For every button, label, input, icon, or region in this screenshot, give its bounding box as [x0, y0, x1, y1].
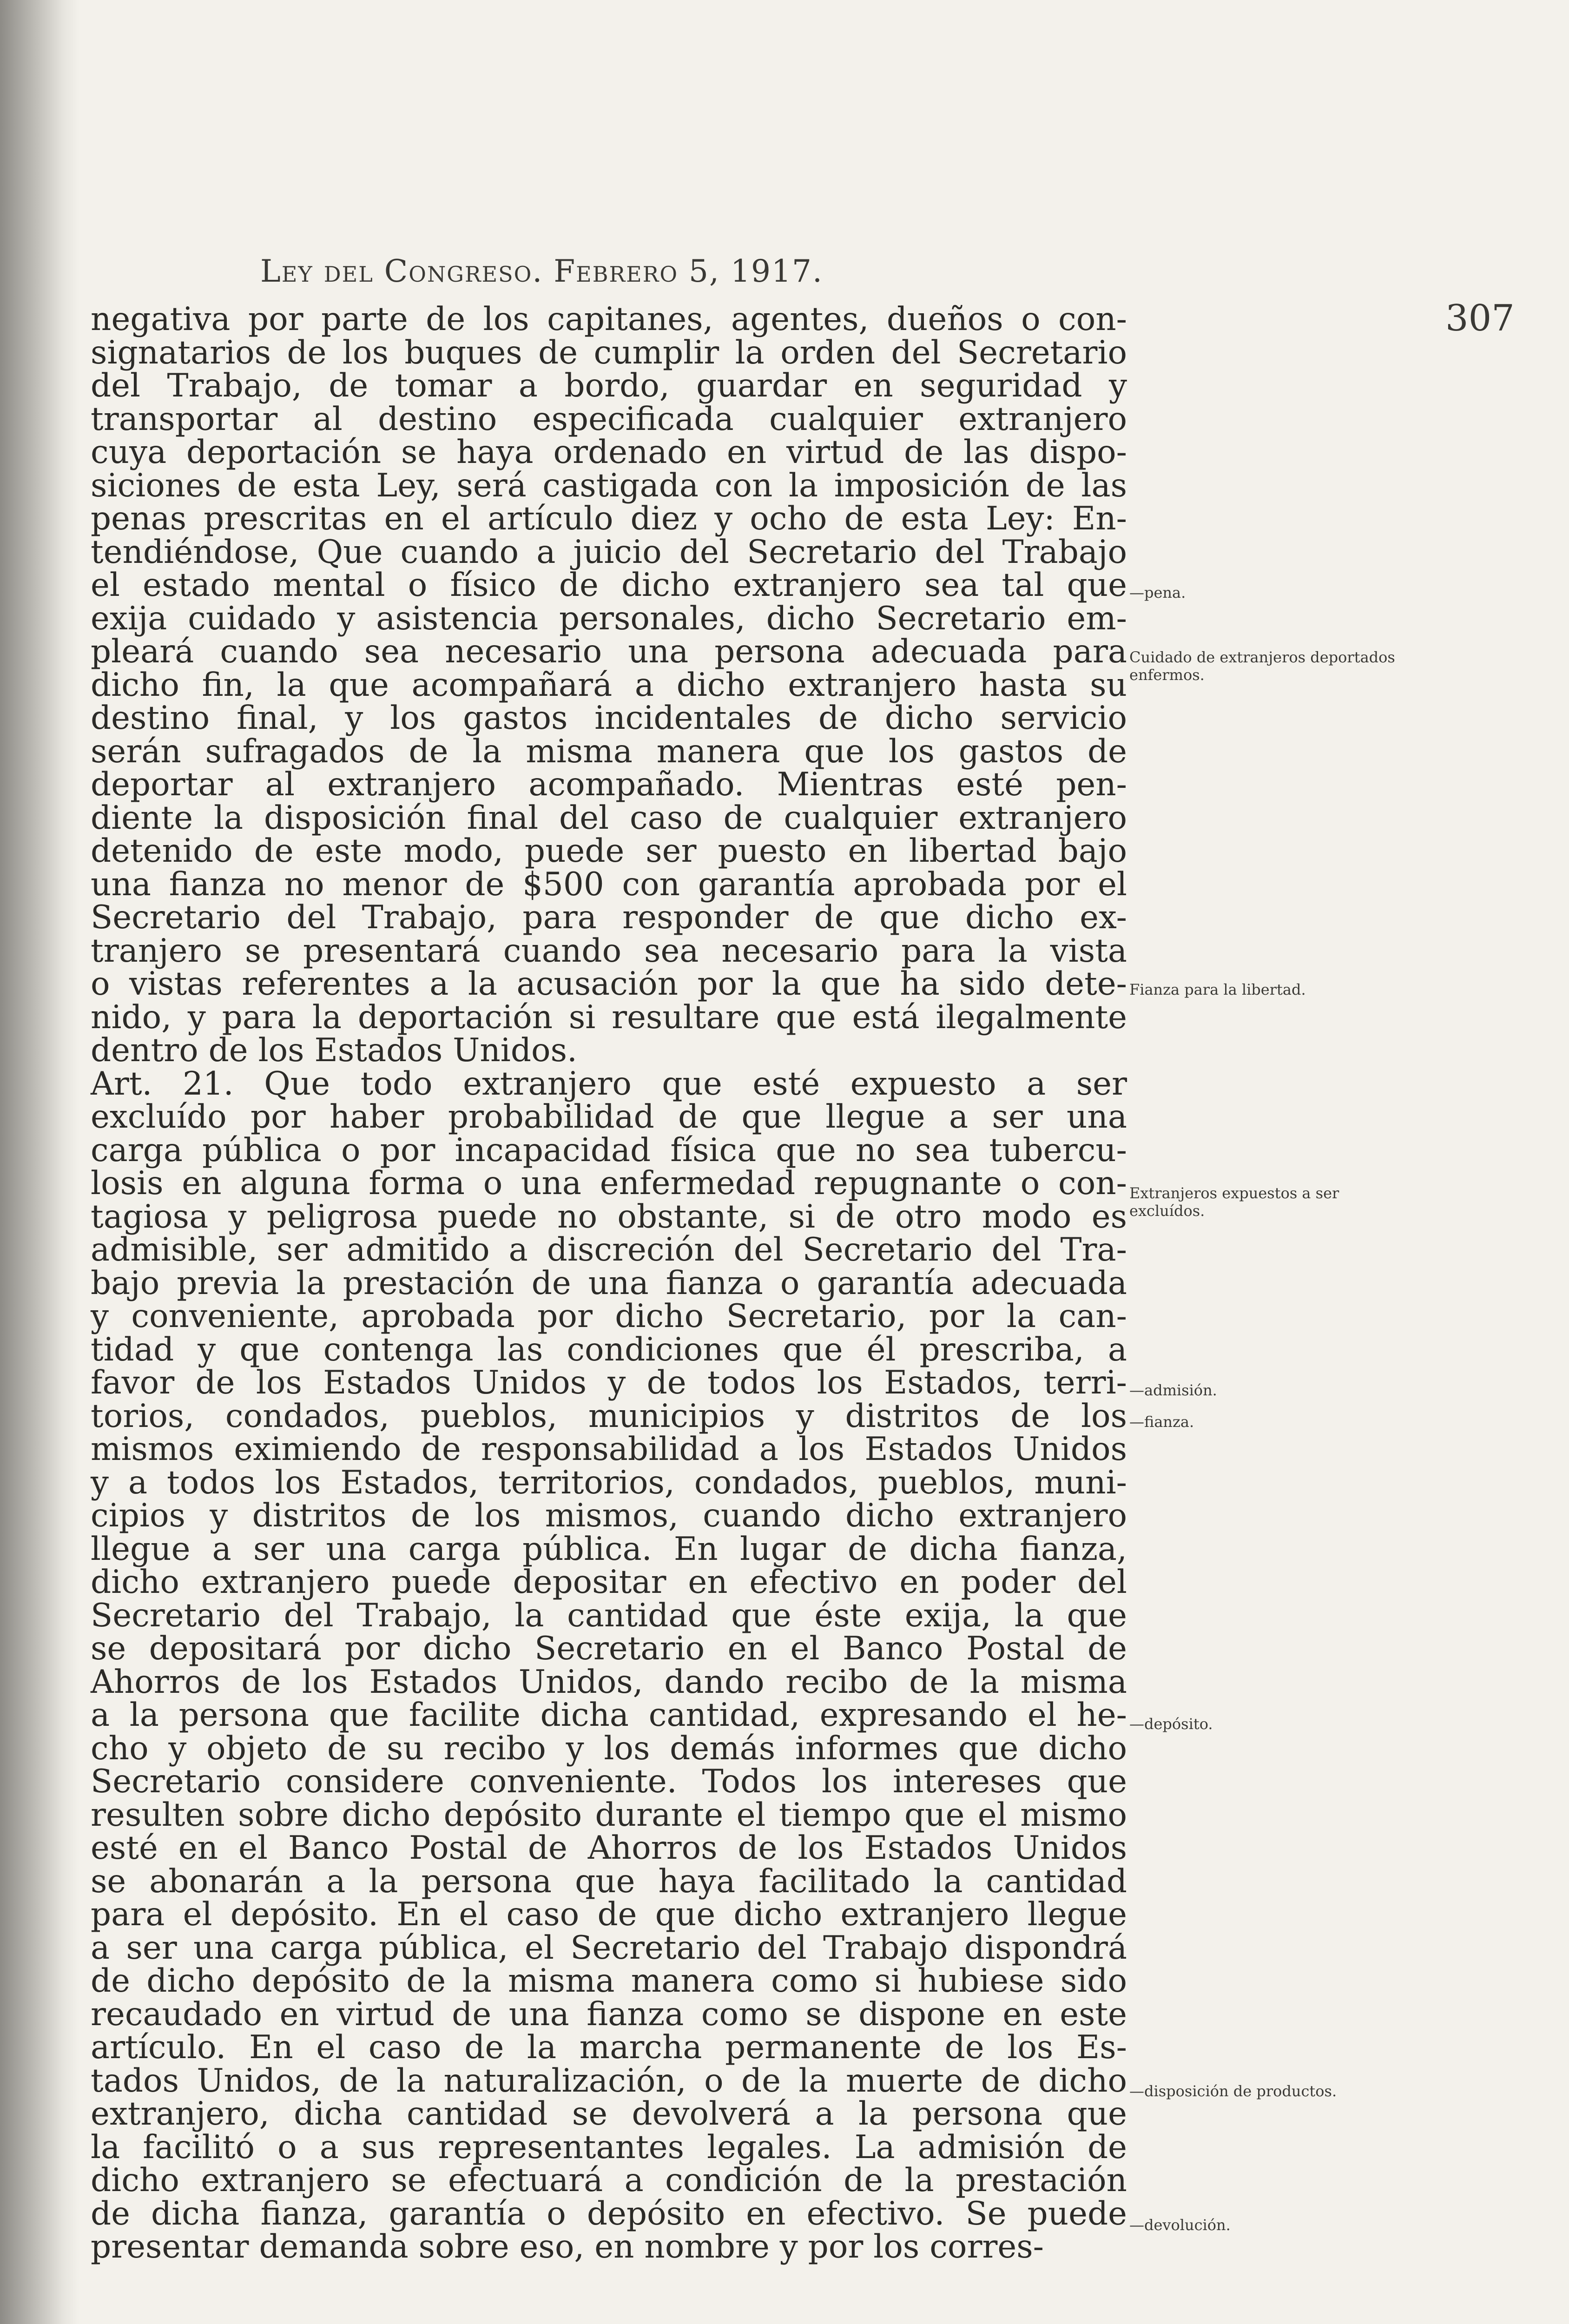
text-line: penas prescritas en el artículo diez y ocho de esta Ley: En- [91, 500, 1127, 537]
text-line: recaudado en virtud de una fianza como se dispone en este [91, 1995, 1127, 2033]
text-line: y conveniente, aprobada por dicho Secretario, por la can- [91, 1298, 1127, 1335]
text-line: Ahorros de los Estados Unidos, dando recibo de la misma [91, 1663, 1127, 1701]
text-line: serán sufragados de la misma manera que los gastos de [91, 733, 1127, 770]
text-line: tranjero se presentará cuando sea necesario para la vista [91, 932, 1127, 970]
text-line: siciones de esta Ley, será castigada con la imposición de las [91, 467, 1127, 504]
text-line: esté en el Banco Postal de Ahorros de los Estados Unidos [91, 1829, 1127, 1867]
text-line: tendiéndose, Que cuando a juicio del Secretario del Trabajo [91, 533, 1127, 571]
text-line: exija cuidado y asistencia personales, dicho Secretario em- [91, 600, 1127, 637]
text-line: bajo previa la prestación de una fianza o garantía adecuada [91, 1264, 1127, 1302]
text-line: detenido de este modo, puede ser puesto en libertad bajo [91, 832, 1127, 870]
running-head: Ley del Congreso. Febrero 5, 1917. [260, 253, 823, 289]
text-line: a ser una carga pública, el Secretario del Trabajo dispondrá [91, 1929, 1127, 1967]
text-line: o vistas referentes a la acusación por la que ha sido dete- [91, 965, 1127, 1003]
text-line: Secretario considere conveniente. Todos los intereses que [91, 1763, 1127, 1800]
text-line: negativa por parte de los capitanes, agentes, dueños o con- [91, 301, 1127, 338]
text-line: y a todos los Estados, territorios, condados, pueblos, muni- [91, 1464, 1127, 1501]
text-line: cuya deportación se haya ordenado en virtud de las dispo- [91, 434, 1127, 471]
text-line: torios, condados, pueblos, municipios y distritos de los [91, 1397, 1127, 1435]
text-line: una fianza no menor de $500 con garantía aprobada por el [91, 865, 1127, 903]
text-line: extranjero, dicha cantidad se devolverá a la persona que [91, 2095, 1127, 2133]
text-line: Secretario del Trabajo, la cantidad que éste exija, la que [91, 1597, 1127, 1634]
text-line: mismos eximiendo de responsabilidad a los Estados Unidos [91, 1431, 1127, 1468]
text-line: nido, y para la deportación si resultare que está ilegalmente [91, 998, 1127, 1036]
text-line: presentar demanda sobre eso, en nombre y por los corres- [91, 2228, 1044, 2265]
text-line: la facilitó o a sus representantes legales. La admisión de [91, 2128, 1127, 2166]
text-line: transportar al destino especificada cualquier extranjero [91, 400, 1127, 438]
scan-shadow-edge [0, 0, 79, 2324]
text-line: a la persona que facilite dicha cantidad, expresando el he- [91, 1697, 1127, 1734]
side-note-disposicion: —disposición de productos. [1129, 2082, 1337, 2100]
text-line: cho y objeto de su recibo y los demás informes que dicho [91, 1730, 1127, 1767]
text-line: se depositará por dicho Secretario en el Banco Postal de [91, 1630, 1127, 1667]
text-line: deportar al extranjero acompañado. Mientras esté pen- [91, 766, 1127, 803]
side-note-expuestos: Extranjeros expuestos a ser excluídos. [1129, 1184, 1339, 1220]
text-line: dentro de los Estados Unidos. [91, 1032, 577, 1069]
text-line: excluído por haber probabilidad de que llegue a ser una [91, 1098, 1127, 1136]
text-line: destino final, y los gastos incidentales de dicho servicio [91, 700, 1127, 737]
text-line: de dicho depósito de la misma manera como si hubiese sido [91, 1962, 1127, 2000]
text-line: dicho extranjero se efectuará a condición de la prestación [91, 2162, 1127, 2199]
text-line: artículo. En el caso de la marcha permanente de los Es- [91, 2029, 1127, 2066]
text-line: signatarios de los buques de cumplir la orden del Secretario [91, 334, 1127, 371]
text-line: llegue a ser una carga pública. En lugar de dicha fianza, [91, 1530, 1127, 1568]
side-note-deposito: —depósito. [1129, 1715, 1213, 1733]
side-note-cuidado: Cuidado de extranjeros deportados enfermos. [1129, 648, 1395, 684]
side-note-fianza: —fianza. [1129, 1413, 1194, 1431]
side-note-pena: —pena. [1129, 584, 1186, 601]
text-line: se abonarán a la persona que haya facilitado la cantidad [91, 1862, 1127, 1900]
body-text [91, 303, 1127, 2264]
text-line: pleará cuando sea necesario una persona adecuada para [91, 633, 1127, 670]
text-line: dicho extranjero puede depositar en efectivo en poder del [91, 1564, 1127, 1601]
text-line: de dicha fianza, garantía o depósito en efectivo. Se puede [91, 2195, 1127, 2232]
text-line: del Trabajo, de tomar a bordo, guardar en seguridad y [91, 367, 1127, 404]
page-number: 307 [1445, 297, 1515, 339]
text-line: cipios y distritos de los mismos, cuando dicho extranjero [91, 1497, 1127, 1534]
text-line: resulten sobre dicho depósito durante el tiempo que el mismo [91, 1796, 1127, 1834]
text-line: tados Unidos, de la naturalización, o de la muerte de dicho [91, 2062, 1127, 2100]
side-note-admision: —admisión. [1129, 1381, 1217, 1399]
text-line: losis en alguna forma o una enfermedad repugnante o con- [91, 1165, 1127, 1202]
text-line: tidad y que contenga las condiciones que él prescriba, a [91, 1331, 1127, 1368]
text-line: Secretario del Trabajo, para responder de que dicho ex- [91, 899, 1127, 936]
side-note-devolucion: —devolución. [1129, 2216, 1231, 2234]
text-line: favor de los Estados Unidos y de todos los Estados, terri- [91, 1364, 1127, 1401]
text-line: Art. 21. Que todo extranjero que esté expuesto a ser [91, 1065, 1127, 1103]
text-line: el estado mental o físico de dicho extranjero sea tal que [91, 567, 1127, 604]
text-line: admisible, ser admitido a discreción del Secretario del Tra- [91, 1231, 1127, 1268]
text-line: carga pública o por incapacidad física que no sea tubercu- [91, 1131, 1127, 1169]
text-line: diente la disposición final del caso de cualquier extranjero [91, 799, 1127, 837]
side-note-fianza-libertad: Fianza para la libertad. [1129, 981, 1306, 998]
text-line: tagiosa y peligrosa puede no obstante, si de otro modo es [91, 1198, 1127, 1235]
text-line: para el depósito. En el caso de que dicho extranjero llegue [91, 1896, 1127, 1933]
text-line: dicho fin, la que acompañará a dicho extranjero hasta su [91, 666, 1127, 704]
